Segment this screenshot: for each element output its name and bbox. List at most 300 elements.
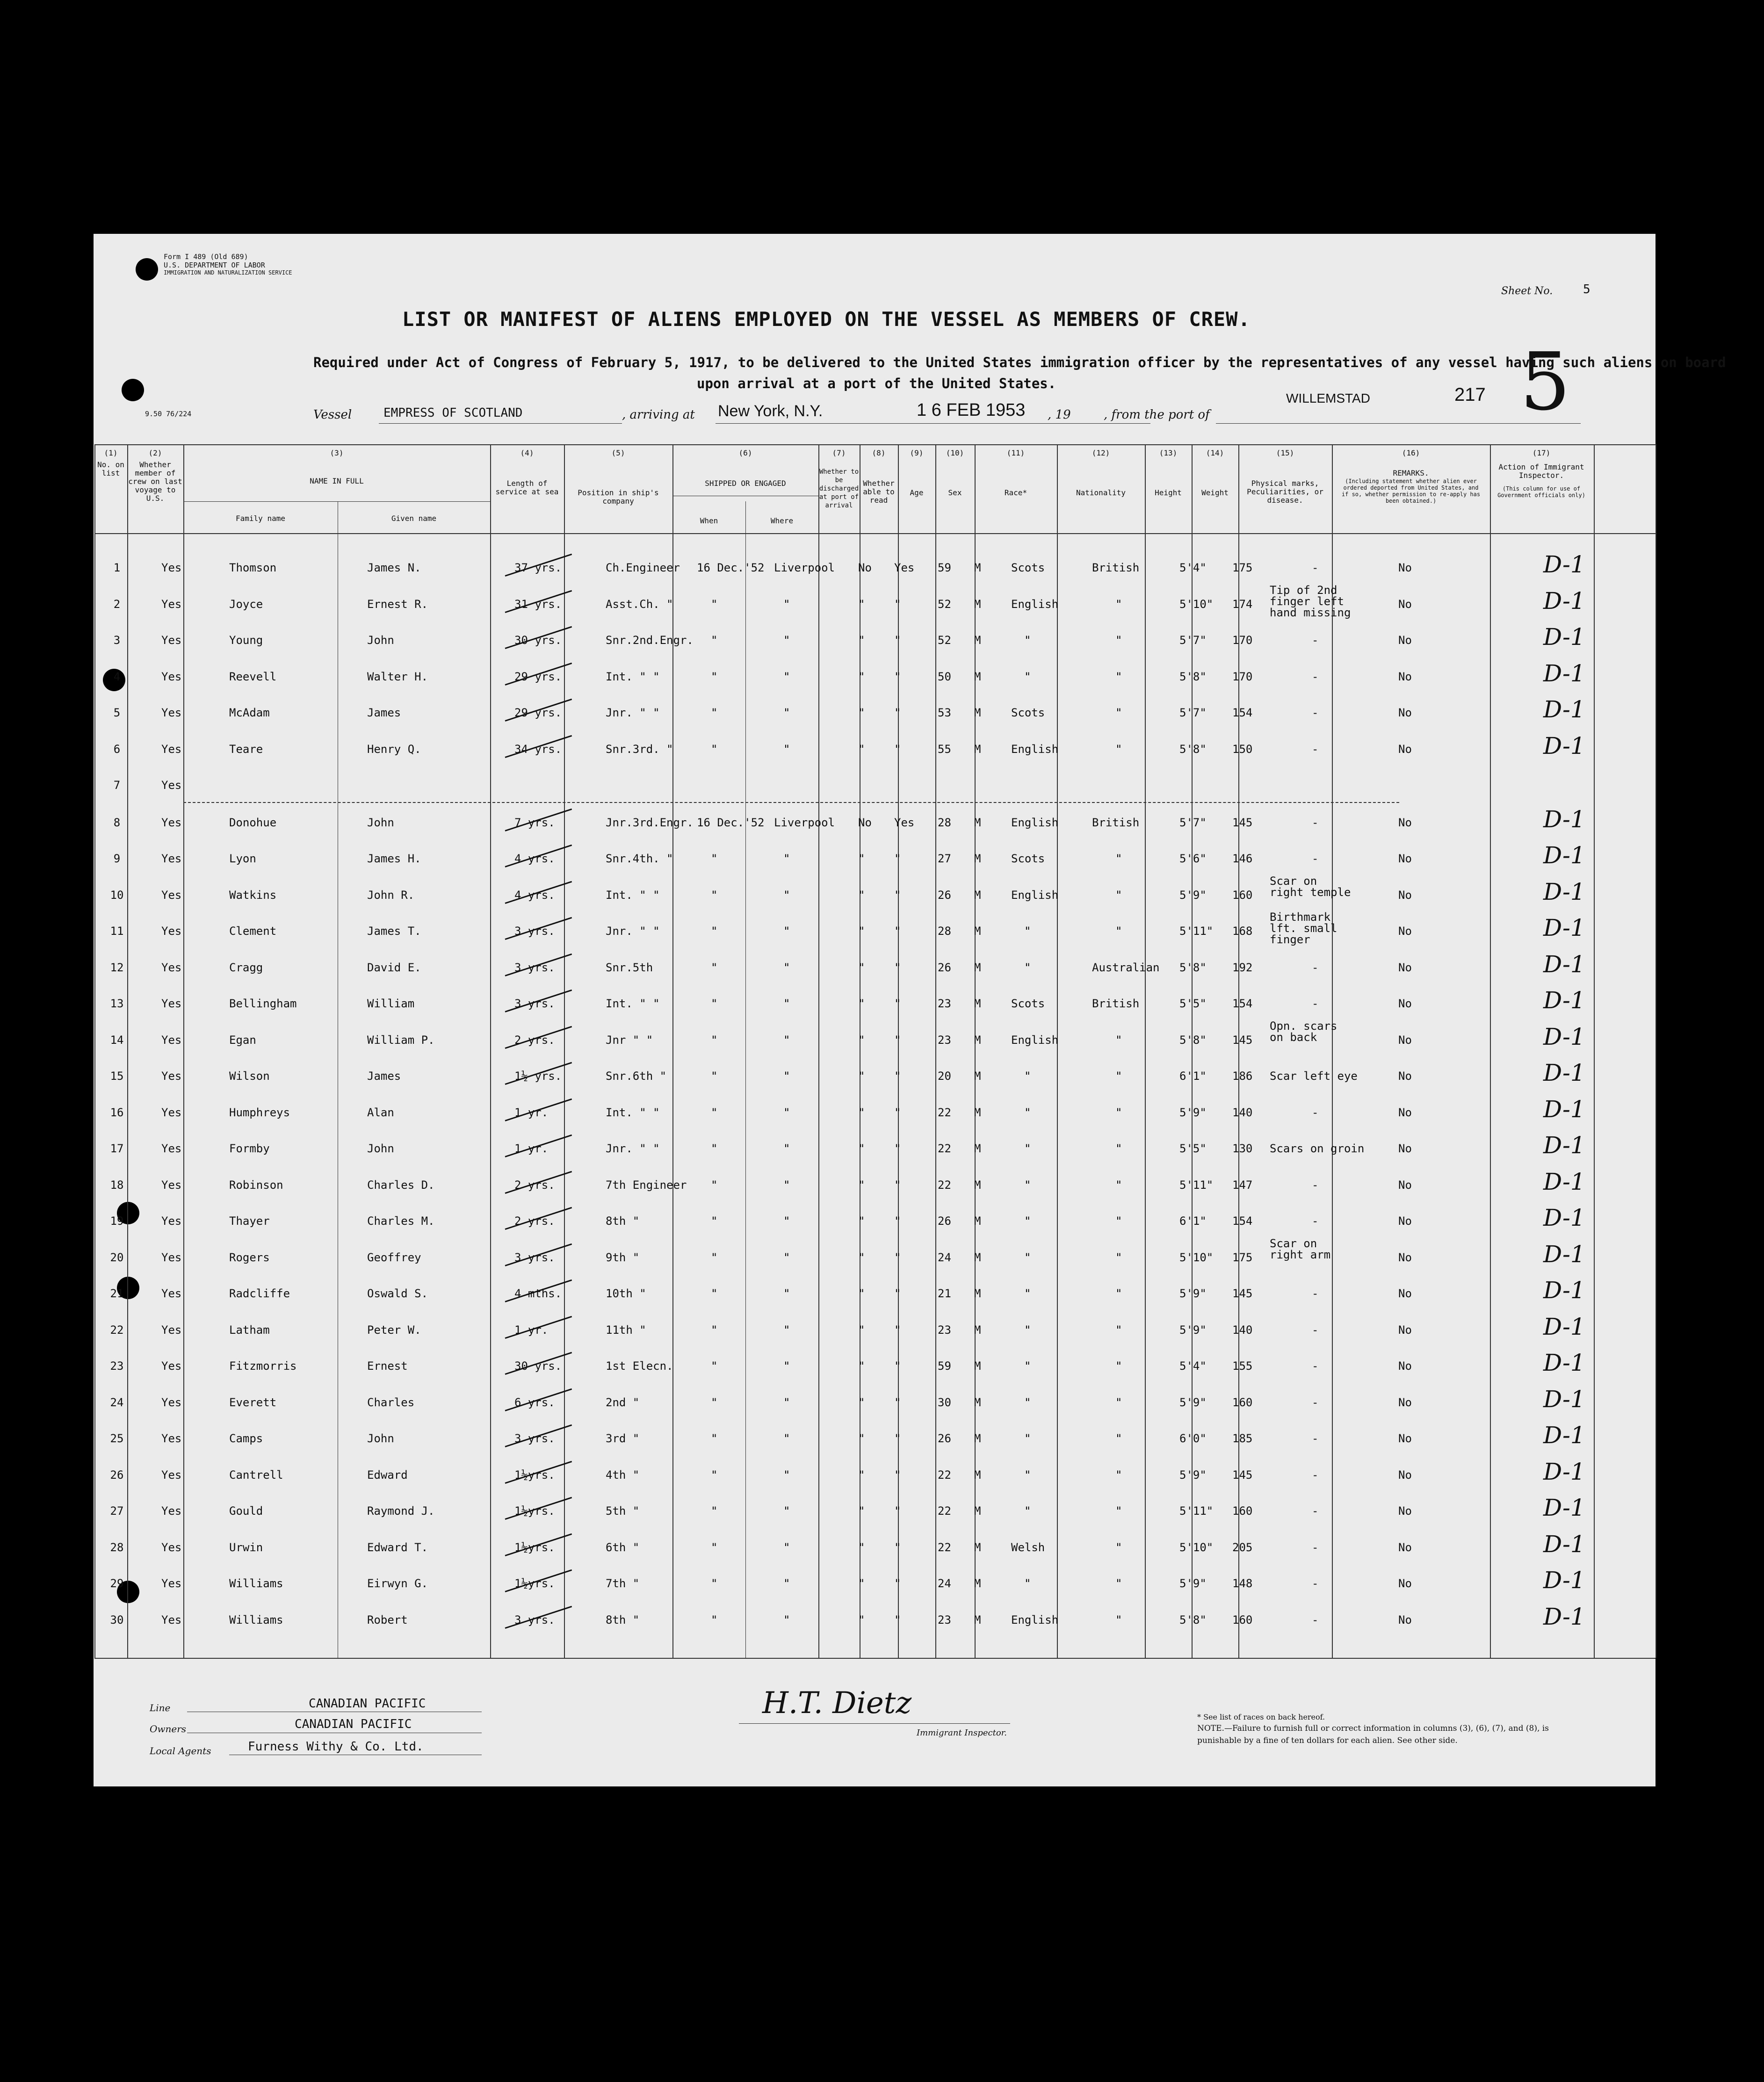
nationality: " bbox=[1115, 1323, 1122, 1337]
header-age: Age bbox=[910, 488, 924, 497]
age: 26 bbox=[938, 1214, 951, 1228]
inspector-action: D-1 bbox=[1543, 551, 1585, 578]
given-name: James N. bbox=[367, 561, 421, 574]
sex: M bbox=[974, 561, 981, 574]
family-name: Wilson bbox=[229, 1070, 270, 1083]
nationality: " bbox=[1115, 1214, 1122, 1228]
race: " bbox=[1024, 1323, 1031, 1337]
race: " bbox=[1024, 1287, 1031, 1300]
weight: 205 bbox=[1232, 1540, 1253, 1554]
length-of-service: 30 yrs. bbox=[514, 634, 562, 647]
position: 8th " bbox=[606, 1613, 640, 1627]
last-voyage: Yes bbox=[161, 1251, 182, 1264]
nationality: " bbox=[1115, 925, 1122, 938]
physical-marks: - bbox=[1312, 1432, 1319, 1445]
row-number: 12 bbox=[110, 961, 124, 974]
given-name: Edward bbox=[367, 1468, 408, 1482]
physical-marks: Opn. scars on back bbox=[1270, 1019, 1337, 1044]
weight: 130 bbox=[1232, 1142, 1253, 1155]
family-name: Williams bbox=[229, 1613, 283, 1627]
age: 59 bbox=[938, 561, 951, 574]
row-number: 23 bbox=[110, 1359, 124, 1373]
header-col-13-number: (13) bbox=[1159, 448, 1178, 457]
able-to-read: " bbox=[894, 742, 901, 756]
shipped-when: " bbox=[711, 742, 718, 756]
position: Snr.5th bbox=[606, 961, 653, 974]
row-number: 30 bbox=[110, 1613, 124, 1627]
last-voyage: Yes bbox=[161, 1287, 182, 1300]
inspector-action: D-1 bbox=[1543, 623, 1585, 651]
given-name: Charles D. bbox=[367, 1178, 435, 1192]
position: Snr.6th " bbox=[606, 1070, 667, 1083]
age: 50 bbox=[938, 670, 951, 683]
from-port: WILLEMSTAD bbox=[1286, 391, 1370, 405]
discharged: " bbox=[858, 1432, 865, 1445]
able-to-read: " bbox=[894, 634, 901, 647]
shipped-where: " bbox=[783, 1106, 790, 1119]
row-number: 4 bbox=[113, 670, 121, 683]
able-to-read: " bbox=[894, 1359, 901, 1373]
height: 5'9" bbox=[1179, 888, 1207, 902]
position: Asst.Ch. " bbox=[606, 597, 673, 611]
position: 10th " bbox=[606, 1287, 646, 1300]
length-of-service: 4 mths. bbox=[514, 1287, 562, 1300]
header-last-voyage: Whether member of crew on last voyage to U.S. bbox=[128, 460, 182, 503]
remarks: No bbox=[1398, 925, 1412, 938]
race: " bbox=[1024, 1432, 1031, 1445]
length-of-service: 1 yr. bbox=[514, 1106, 549, 1119]
remarks: No bbox=[1398, 1323, 1412, 1337]
shipped-where: " bbox=[783, 1214, 790, 1228]
physical-marks: - bbox=[1312, 1540, 1319, 1554]
given-name: Eirwyn G. bbox=[367, 1577, 428, 1590]
remarks: No bbox=[1398, 1251, 1412, 1264]
given-name: Edward T. bbox=[367, 1540, 428, 1554]
remarks: No bbox=[1398, 1142, 1412, 1155]
nationality: " bbox=[1115, 1577, 1122, 1590]
height: 6'0" bbox=[1179, 1432, 1207, 1445]
header-col-16-number: (16) bbox=[1402, 448, 1420, 457]
position: 1st Elecn. bbox=[606, 1359, 673, 1373]
header-race: Race* bbox=[1004, 488, 1027, 497]
length-of-service: 3 yrs. bbox=[514, 1613, 555, 1627]
header-col-5-number: (5) bbox=[611, 448, 625, 457]
length-of-service: 1 yr. bbox=[514, 1142, 549, 1155]
able-to-read: " bbox=[894, 1540, 901, 1554]
length-of-service: 1 yr. bbox=[514, 1323, 549, 1337]
race: " bbox=[1024, 1106, 1031, 1119]
header-name-in-full: NAME IN FULL bbox=[310, 477, 364, 485]
last-voyage: Yes bbox=[161, 561, 182, 574]
age: 28 bbox=[938, 816, 951, 829]
height: 6'1" bbox=[1179, 1070, 1207, 1083]
last-voyage: Yes bbox=[161, 852, 182, 865]
length-of-service: 2 yrs. bbox=[514, 1214, 555, 1228]
race: " bbox=[1024, 670, 1031, 683]
header-family-name: Family name bbox=[236, 514, 285, 523]
header-physical-marks: Physical marks, Peculiarities, or disease. bbox=[1247, 479, 1323, 505]
sex: M bbox=[974, 742, 981, 756]
page-number: 217 bbox=[1454, 384, 1486, 405]
position: Ch.Engineer bbox=[606, 561, 680, 574]
shipped-when: " bbox=[711, 597, 718, 611]
sex: M bbox=[974, 706, 981, 719]
nationality: " bbox=[1115, 1251, 1122, 1264]
weight: 168 bbox=[1232, 925, 1253, 938]
physical-marks: - bbox=[1312, 1323, 1319, 1337]
height: 5'8" bbox=[1179, 1033, 1207, 1047]
family-name: Cragg bbox=[229, 961, 263, 974]
height: 5'10" bbox=[1179, 597, 1214, 611]
family-name: Radcliffe bbox=[229, 1287, 290, 1300]
row-number: 19 bbox=[110, 1214, 124, 1228]
last-voyage: Yes bbox=[161, 1106, 182, 1119]
position: Jnr.3rd.Engr. bbox=[606, 816, 694, 829]
shipped-when: " bbox=[711, 706, 718, 719]
discharged: " bbox=[858, 1323, 865, 1337]
length-of-service: 34 yrs. bbox=[514, 742, 562, 756]
physical-marks: - bbox=[1312, 742, 1319, 756]
row-number: 2 bbox=[113, 597, 121, 611]
inspector-action: D-1 bbox=[1543, 587, 1585, 614]
discharged: " bbox=[858, 1287, 865, 1300]
nationality: " bbox=[1115, 706, 1122, 719]
inspector-action: D-1 bbox=[1543, 878, 1585, 905]
physical-marks: Birthmark lft. small finger bbox=[1270, 911, 1337, 946]
remarks: No bbox=[1398, 706, 1412, 719]
sex: M bbox=[974, 1323, 981, 1337]
row-number: 1 bbox=[113, 561, 121, 574]
sheet-label: Sheet No. bbox=[1501, 285, 1553, 297]
header-able-to-read: Whether able to read bbox=[863, 479, 895, 505]
family-name: Robinson bbox=[229, 1178, 283, 1192]
able-to-read: " bbox=[894, 1613, 901, 1627]
age: 52 bbox=[938, 597, 951, 611]
header-col-11-number: (11) bbox=[1006, 448, 1025, 457]
race: " bbox=[1024, 1070, 1031, 1083]
shipped-when: " bbox=[711, 1540, 718, 1554]
position: 7th Engineer bbox=[606, 1178, 687, 1192]
length-of-service: 4 yrs. bbox=[514, 852, 555, 865]
height: 6'1" bbox=[1179, 1214, 1207, 1228]
age: 30 bbox=[938, 1395, 951, 1409]
shipped-where: " bbox=[783, 1395, 790, 1409]
inspector-action: D-1 bbox=[1543, 1168, 1585, 1195]
row-number: 6 bbox=[113, 742, 121, 756]
given-name: Charles bbox=[367, 1395, 415, 1409]
sex: M bbox=[974, 961, 981, 974]
header-where: Where bbox=[770, 516, 794, 525]
last-voyage: Yes bbox=[161, 1359, 182, 1373]
row-number: 18 bbox=[110, 1178, 124, 1192]
row-number: 29 bbox=[110, 1577, 124, 1590]
height: 5'7" bbox=[1179, 634, 1207, 647]
race: " bbox=[1024, 1142, 1031, 1155]
position: Jnr. " " bbox=[606, 1142, 660, 1155]
physical-marks: - bbox=[1312, 634, 1319, 647]
age: 55 bbox=[938, 742, 951, 756]
given-name: John bbox=[367, 1432, 394, 1445]
sex: M bbox=[974, 1468, 981, 1482]
nationality: British bbox=[1092, 561, 1140, 574]
height: 5'9" bbox=[1179, 1395, 1207, 1409]
race: " bbox=[1024, 1468, 1031, 1482]
sex: M bbox=[974, 1359, 981, 1373]
able-to-read: " bbox=[894, 961, 901, 974]
local-agents-value: Furness Withy & Co. Ltd. bbox=[248, 1740, 424, 1754]
position: 5th " bbox=[606, 1504, 640, 1518]
shipped-when: " bbox=[711, 997, 718, 1010]
given-name: Raymond J. bbox=[367, 1504, 435, 1518]
row-number: 28 bbox=[110, 1540, 124, 1554]
remarks: No bbox=[1398, 997, 1412, 1010]
remarks: No bbox=[1398, 1540, 1412, 1554]
family-name: Urwin bbox=[229, 1540, 263, 1554]
weight: 192 bbox=[1232, 961, 1253, 974]
able-to-read: " bbox=[894, 1432, 901, 1445]
local-agents-label: Local Agents bbox=[150, 1745, 211, 1757]
discharged: No bbox=[858, 561, 872, 574]
inspector-action: D-1 bbox=[1543, 1422, 1585, 1449]
age: 22 bbox=[938, 1178, 951, 1192]
nationality: " bbox=[1115, 1504, 1122, 1518]
nationality: " bbox=[1115, 742, 1122, 756]
age: 23 bbox=[938, 997, 951, 1010]
row-number: 26 bbox=[110, 1468, 124, 1482]
manifest-page bbox=[94, 234, 1726, 1786]
last-voyage: Yes bbox=[161, 1432, 182, 1445]
row-number: 20 bbox=[110, 1251, 124, 1264]
shipped-where: " bbox=[783, 961, 790, 974]
shipped-when: " bbox=[711, 1468, 718, 1482]
header-inspector-note: (This column for use of Government officials only) bbox=[1497, 485, 1585, 499]
line-label: Line bbox=[150, 1702, 171, 1713]
form-number: Form I 489 (Old 689) bbox=[164, 253, 248, 261]
race: " bbox=[1024, 1504, 1031, 1518]
length-of-service: 1½yrs. bbox=[514, 1540, 555, 1554]
last-voyage: Yes bbox=[161, 1504, 182, 1518]
nationality: " bbox=[1115, 1540, 1122, 1554]
shipped-when: " bbox=[711, 1070, 718, 1083]
given-name: Oswald S. bbox=[367, 1287, 428, 1300]
discharged: " bbox=[858, 597, 865, 611]
length-of-service: 7 yrs. bbox=[514, 816, 555, 829]
last-voyage: Yes bbox=[161, 1033, 182, 1047]
inspector-action: D-1 bbox=[1543, 1095, 1585, 1123]
inspector-action: D-1 bbox=[1543, 1023, 1585, 1050]
nationality: " bbox=[1115, 1359, 1122, 1373]
family-name: Williams bbox=[229, 1577, 283, 1590]
family-name: Joyce bbox=[229, 597, 263, 611]
row-number: 21 bbox=[110, 1287, 124, 1300]
shipped-where: " bbox=[783, 1468, 790, 1482]
able-to-read: " bbox=[894, 1323, 901, 1337]
physical-marks: - bbox=[1312, 561, 1319, 574]
shipped-where: " bbox=[783, 1504, 790, 1518]
length-of-service: 1½yrs. bbox=[514, 1577, 555, 1590]
last-voyage: Yes bbox=[161, 1070, 182, 1083]
last-voyage: Yes bbox=[161, 961, 182, 974]
family-name: Donohue bbox=[229, 816, 277, 829]
height: 5'9" bbox=[1179, 1106, 1207, 1119]
given-name: David E. bbox=[367, 961, 421, 974]
position: Int. " " bbox=[606, 888, 660, 902]
physical-marks: - bbox=[1312, 1359, 1319, 1373]
discharged: " bbox=[858, 706, 865, 719]
sex: M bbox=[974, 888, 981, 902]
subtitle-line-2: upon arrival at a port of the United States. bbox=[697, 376, 1056, 391]
shipped-where: " bbox=[783, 597, 790, 611]
race: Scots bbox=[1011, 561, 1045, 574]
discharged: " bbox=[858, 634, 865, 647]
weight: 145 bbox=[1232, 1033, 1253, 1047]
position: Jnr. " " bbox=[606, 706, 660, 719]
arriving-label: , arriving at bbox=[622, 408, 695, 422]
punch-hole bbox=[122, 379, 144, 401]
age: 22 bbox=[938, 1504, 951, 1518]
age: 53 bbox=[938, 706, 951, 719]
weight: 170 bbox=[1232, 634, 1253, 647]
given-name: William P. bbox=[367, 1033, 435, 1047]
sex: M bbox=[974, 925, 981, 938]
header-nationality: Nationality bbox=[1076, 488, 1126, 497]
physical-marks: - bbox=[1312, 997, 1319, 1010]
shipped-where: " bbox=[783, 742, 790, 756]
nationality: " bbox=[1115, 1178, 1122, 1192]
position: 6th " bbox=[606, 1540, 640, 1554]
weight: 150 bbox=[1232, 742, 1253, 756]
remarks: No bbox=[1398, 1070, 1412, 1083]
header-col-4-number: (4) bbox=[520, 448, 534, 457]
race: " bbox=[1024, 1359, 1031, 1373]
vessel-label: Vessel bbox=[313, 408, 352, 422]
discharged: " bbox=[858, 961, 865, 974]
length-of-service: 31 yrs. bbox=[514, 597, 562, 611]
given-name: Charles M. bbox=[367, 1214, 435, 1228]
remarks: No bbox=[1398, 852, 1412, 865]
length-of-service: 3 yrs. bbox=[514, 925, 555, 938]
remarks: No bbox=[1398, 1033, 1412, 1047]
discharged: " bbox=[858, 670, 865, 683]
race: " bbox=[1024, 961, 1031, 974]
given-name: Peter W. bbox=[367, 1323, 421, 1337]
discharged: " bbox=[858, 1251, 865, 1264]
age: 22 bbox=[938, 1106, 951, 1119]
weight: 154 bbox=[1232, 997, 1253, 1010]
inspector-action: D-1 bbox=[1543, 950, 1585, 978]
family-name: Humphreys bbox=[229, 1106, 290, 1119]
given-name: Ernest R. bbox=[367, 597, 428, 611]
physical-marks: - bbox=[1312, 1613, 1319, 1627]
able-to-read: " bbox=[894, 1251, 901, 1264]
length-of-service: 37 yrs. bbox=[514, 561, 562, 574]
row-number: 16 bbox=[110, 1106, 124, 1119]
position: Int. " " bbox=[606, 997, 660, 1010]
shipped-when: " bbox=[711, 634, 718, 647]
sex: M bbox=[974, 597, 981, 611]
races-note: * See list of races on back hereof. bbox=[1197, 1713, 1325, 1721]
length-of-service: 29 yrs. bbox=[514, 670, 562, 683]
given-name: Walter H. bbox=[367, 670, 428, 683]
shipped-where: " bbox=[783, 1323, 790, 1337]
remarks: No bbox=[1398, 1395, 1412, 1409]
race: Scots bbox=[1011, 997, 1045, 1010]
shipped-where: " bbox=[783, 1432, 790, 1445]
position: Snr.2nd.Engr. bbox=[606, 634, 694, 647]
remarks: No bbox=[1398, 1106, 1412, 1119]
race: Welsh bbox=[1011, 1540, 1045, 1554]
discharged: " bbox=[858, 888, 865, 902]
inspector-action: D-1 bbox=[1543, 1313, 1585, 1340]
shipped-where: " bbox=[783, 1359, 790, 1373]
physical-marks: - bbox=[1312, 1504, 1319, 1518]
shipped-where: " bbox=[783, 1070, 790, 1083]
remarks: No bbox=[1398, 670, 1412, 683]
last-voyage: Yes bbox=[161, 997, 182, 1010]
given-name: James T. bbox=[367, 925, 421, 938]
sex: M bbox=[974, 1504, 981, 1518]
able-to-read: " bbox=[894, 1287, 901, 1300]
discharged: " bbox=[858, 1468, 865, 1482]
age: 27 bbox=[938, 852, 951, 865]
physical-marks: Scar on right arm bbox=[1270, 1236, 1331, 1261]
length-of-service: 2 yrs. bbox=[514, 1033, 555, 1047]
shipped-when: " bbox=[711, 1577, 718, 1590]
shipped-where: Liverpool bbox=[774, 561, 835, 574]
header-col-12-number: (12) bbox=[1092, 448, 1110, 457]
penalty-note-line-2: punishable by a fine of ten dollars for each alien. See other side. bbox=[1197, 1736, 1458, 1745]
header-remarks: REMARKS. bbox=[1393, 469, 1429, 477]
height: 5'11" bbox=[1179, 925, 1214, 938]
height: 5'10" bbox=[1179, 1251, 1214, 1264]
height: 5'7" bbox=[1179, 816, 1207, 829]
remarks: No bbox=[1398, 1432, 1412, 1445]
position: 8th " bbox=[606, 1214, 640, 1228]
able-to-read: " bbox=[894, 1070, 901, 1083]
row-number: 14 bbox=[110, 1033, 124, 1047]
family-name: Thayer bbox=[229, 1214, 270, 1228]
shipped-where: " bbox=[783, 1142, 790, 1155]
weight: 160 bbox=[1232, 1504, 1253, 1518]
handwritten-sheet-number: 5 bbox=[1520, 336, 1571, 428]
race: English bbox=[1011, 1033, 1059, 1047]
remarks: No bbox=[1398, 1577, 1412, 1590]
able-to-read: " bbox=[894, 706, 901, 719]
height: 5'8" bbox=[1179, 670, 1207, 683]
shipped-where: " bbox=[783, 634, 790, 647]
shipped-when: " bbox=[711, 1613, 718, 1627]
family-name: Clement bbox=[229, 925, 277, 938]
header-col-14-number: (14) bbox=[1206, 448, 1224, 457]
height: 5'4" bbox=[1179, 1359, 1207, 1373]
position: Int. " " bbox=[606, 1106, 660, 1119]
family-name: Thomson bbox=[229, 561, 277, 574]
remarks: No bbox=[1398, 597, 1412, 611]
weight: 145 bbox=[1232, 1468, 1253, 1482]
header-shipped-engaged: SHIPPED OR ENGAGED bbox=[705, 479, 786, 488]
remarks: No bbox=[1398, 816, 1412, 829]
able-to-read: " bbox=[894, 997, 901, 1010]
last-voyage: Yes bbox=[161, 706, 182, 719]
last-voyage: Yes bbox=[161, 888, 182, 902]
nationality: Australian bbox=[1092, 961, 1160, 974]
weight: 174 bbox=[1232, 597, 1253, 611]
position: Jnr " " bbox=[606, 1033, 653, 1047]
remarks: No bbox=[1398, 888, 1412, 902]
last-voyage: Yes bbox=[161, 1323, 182, 1337]
shipped-when: " bbox=[711, 1359, 718, 1373]
owners-value: CANADIAN PACIFIC bbox=[295, 1717, 412, 1731]
